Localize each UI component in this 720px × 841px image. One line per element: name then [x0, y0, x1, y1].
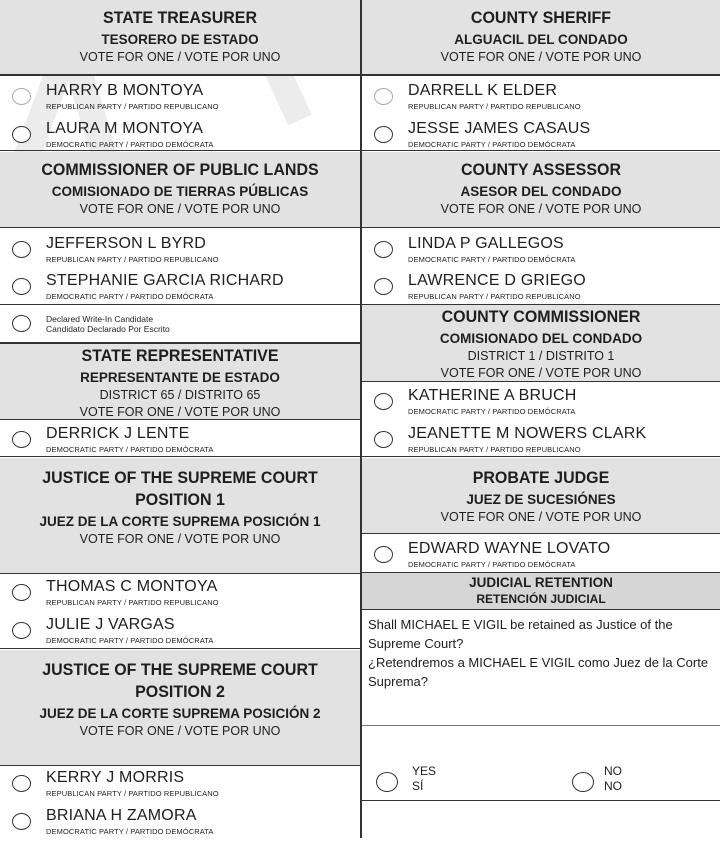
party-label: DEMOCRATIC PARTY / PARTIDO DEMÓCRATA [408, 407, 576, 416]
vote-bubble[interactable] [12, 241, 31, 258]
candidate-row[interactable] [0, 116, 360, 154]
write-in-row[interactable] [0, 304, 360, 342]
commissioner-header [362, 304, 720, 382]
contest-title: JUSTICE OF THE SUPREME COURT [42, 661, 318, 680]
contest-title-es: COMISIONADO DEL CONDADO [439, 331, 643, 346]
candidate-name: JEANETTE M NOWERS CLARK [408, 425, 647, 442]
candidate-name: JEFFERSON L BYRD [46, 235, 206, 252]
yes-label-en: YES [412, 764, 437, 778]
vote-bubble[interactable] [12, 622, 31, 639]
contest-title: PROBATE JUDGE [472, 469, 610, 488]
candidate-name: LAURA M MONTOYA [46, 120, 204, 137]
retention-question-en: Shall MICHAEL E VIGIL be retained as Justice of the Supreme Court? [368, 617, 673, 651]
vote-bubble[interactable] [12, 431, 31, 448]
vote-bubble[interactable] [12, 775, 31, 792]
left-column [0, 0, 360, 838]
contest-position: POSITION 2 [135, 683, 225, 702]
district-label: DISTRICT 65 / DISTRITO 65 [99, 388, 261, 402]
vote-instruction: VOTE FOR ONE / VOTE POR UNO [79, 405, 281, 419]
candidate-row[interactable] [0, 612, 360, 650]
vote-bubble[interactable] [374, 546, 393, 563]
contest-title-es: JUEZ DE LA CORTE SUPREMA POSICIÓN 1 [39, 514, 321, 529]
divider [0, 648, 360, 649]
party-label: DEMOCRATIC PARTY / PARTIDO DEMÓCRATA [46, 636, 214, 645]
candidate-row[interactable] [0, 765, 360, 803]
vote-instruction: VOTE FOR ONE / VOTE POR UNO [440, 510, 642, 524]
justice1-header [0, 458, 360, 574]
candidate-name: KATHERINE A BRUCH [408, 387, 577, 404]
party-label: REPUBLICAN PARTY / PARTIDO REPUBLICANO [408, 102, 581, 111]
contest-position: POSITION 1 [135, 491, 225, 510]
candidate-row[interactable] [0, 78, 360, 116]
write-in-label-es: Candidato Declarado Por Escrito [46, 324, 170, 334]
no-label-en: NO [604, 764, 622, 778]
party-label: DEMOCRATIC PARTY / PARTIDO DEMÓCRATA [46, 292, 214, 301]
candidate-name: LINDA P GALLEGOS [408, 235, 564, 252]
divider [0, 150, 360, 151]
candidate-row[interactable] [0, 803, 360, 841]
treasurer-header [0, 0, 360, 76]
vote-bubble-yes[interactable] [376, 772, 398, 792]
assessor-header [362, 152, 720, 228]
probate-header [362, 458, 720, 534]
contest-title-es: REPRESENTANTE DE ESTADO [80, 370, 280, 385]
contest-title: COUNTY ASSESSOR [460, 161, 622, 180]
candidate-row[interactable] [362, 268, 720, 306]
vote-bubble[interactable] [12, 88, 31, 105]
party-label: DEMOCRATIC PARTY / PARTIDO DEMÓCRATA [46, 140, 214, 149]
vote-bubble[interactable] [12, 126, 31, 143]
divider [362, 150, 720, 151]
contest-title: COUNTY SHERIFF [470, 9, 612, 28]
party-label: DEMOCRATIC PARTY / PARTIDO DEMÓCRATA [46, 445, 214, 454]
yes-label-es: SÍ [412, 779, 424, 793]
party-label: DEMOCRATIC PARTY / PARTIDO DEMÓCRATA [408, 560, 576, 569]
party-label: DEMOCRATIC PARTY / PARTIDO DEMÓCRATA [408, 255, 576, 264]
party-label: REPUBLICAN PARTY / PARTIDO REPUBLICANO [408, 292, 581, 301]
candidate-name: STEPHANIE GARCIA RICHARD [46, 272, 284, 289]
candidate-row[interactable] [0, 231, 360, 269]
candidate-row[interactable] [362, 536, 720, 574]
no-label [604, 764, 622, 794]
write-in-label-en: Declared Write-In Candidate [46, 314, 154, 324]
vote-instruction: VOTE FOR ONE / VOTE POR UNO [79, 532, 281, 546]
vote-bubble[interactable] [374, 88, 393, 105]
candidate-name: DARRELL K ELDER [408, 82, 558, 99]
vote-bubble[interactable] [374, 393, 393, 410]
district-label: DISTRICT 1 / DISTRITO 1 [467, 349, 615, 363]
no-label-es: NO [604, 779, 622, 793]
party-label: REPUBLICAN PARTY / PARTIDO REPUBLICANO [408, 445, 581, 454]
candidate-name: THOMAS C MONTOYA [46, 578, 218, 595]
justice2-header [0, 650, 360, 766]
candidate-row[interactable] [362, 421, 720, 459]
sheriff-header [362, 0, 720, 76]
vote-instruction: VOTE FOR ONE / VOTE POR UNO [440, 366, 642, 380]
right-column [360, 0, 720, 838]
party-label: REPUBLICAN PARTY / PARTIDO REPUBLICANO [46, 255, 219, 264]
party-label: REPUBLICAN PARTY / PARTIDO REPUBLICANO [46, 102, 219, 111]
rep-header [0, 342, 360, 420]
contest-title-es: ALGUACIL DEL CONDADO [454, 32, 628, 47]
candidate-name: LAWRENCE D GRIEGO [408, 272, 586, 289]
candidate-name: KERRY J MORRIS [46, 769, 185, 786]
vote-bubble[interactable] [12, 584, 31, 601]
contest-title: COUNTY COMMISSIONER [441, 308, 641, 327]
vote-bubble[interactable] [12, 315, 31, 332]
vote-bubble[interactable] [374, 278, 393, 295]
contest-title: COMMISSIONER OF PUBLIC LANDS [41, 161, 319, 180]
vote-instruction: VOTE FOR ONE / VOTE POR UNO [79, 202, 281, 216]
vote-instruction: VOTE FOR ONE / VOTE POR UNO [440, 50, 642, 64]
contest-title-es: ASESOR DEL CONDADO [460, 184, 622, 199]
candidate-name: DERRICK J LENTE [46, 425, 190, 442]
party-label: DEMOCRATIC PARTY / PARTIDO DEMÓCRATA [46, 827, 214, 836]
retention-question [368, 615, 714, 691]
vote-instruction: VOTE FOR ONE / VOTE POR UNO [440, 202, 642, 216]
vote-bubble[interactable] [12, 278, 31, 295]
vote-bubble-no[interactable] [572, 772, 594, 792]
candidate-row[interactable] [362, 383, 720, 421]
contest-title: STATE REPRESENTATIVE [81, 347, 279, 366]
yes-label [412, 764, 436, 794]
vote-instruction: VOTE FOR ONE / VOTE POR UNO [79, 724, 281, 738]
contest-title-es: TESORERO DE ESTADO [101, 32, 259, 47]
divider [0, 456, 360, 457]
contest-title: JUDICIAL RETENTION [469, 575, 613, 590]
candidate-name: HARRY B MONTOYA [46, 82, 204, 99]
candidate-row[interactable] [0, 268, 360, 306]
candidate-row[interactable] [362, 116, 720, 154]
candidate-row[interactable] [362, 231, 720, 269]
candidate-row[interactable] [0, 574, 360, 612]
contest-title: JUSTICE OF THE SUPREME COURT [42, 469, 318, 488]
candidate-name: JULIE J VARGAS [46, 616, 175, 633]
retention-header [362, 572, 720, 610]
write-in-label [46, 314, 170, 334]
divider [362, 725, 720, 726]
contest-title-es: COMISIONADO DE TIERRAS PÚBLICAS [51, 184, 309, 199]
vote-bubble[interactable] [374, 241, 393, 258]
vote-bubble[interactable] [374, 431, 393, 448]
candidate-row[interactable] [0, 421, 360, 459]
vote-bubble[interactable] [12, 813, 31, 830]
party-label: REPUBLICAN PARTY / PARTIDO REPUBLICANO [46, 789, 219, 798]
vote-instruction: VOTE FOR ONE / VOTE POR UNO [79, 50, 281, 64]
vote-bubble[interactable] [374, 126, 393, 143]
retention-question-es: ¿Retendremos a MICHAEL E VIGIL como Juez de la Corte Suprema? [368, 655, 709, 689]
party-label: DEMOCRATIC PARTY / PARTIDO DEMÓCRATA [408, 140, 576, 149]
candidate-row[interactable] [362, 78, 720, 116]
contest-title-es: JUEZ DE SUCESIÓNES [466, 492, 616, 507]
party-label: REPUBLICAN PARTY / PARTIDO REPUBLICANO [46, 598, 219, 607]
candidate-name: JESSE JAMES CASAUS [408, 120, 591, 137]
divider [362, 800, 720, 801]
candidate-name: BRIANA H ZAMORA [46, 807, 197, 824]
contest-title-es: JUEZ DE LA CORTE SUPREMA POSICIÓN 2 [39, 706, 321, 721]
divider [362, 456, 720, 457]
candidate-name: EDWARD WAYNE LOVATO [408, 540, 611, 557]
contest-title-es: RETENCIÓN JUDICIAL [476, 592, 606, 606]
lands-header [0, 152, 360, 228]
contest-title: STATE TREASURER [102, 9, 258, 28]
